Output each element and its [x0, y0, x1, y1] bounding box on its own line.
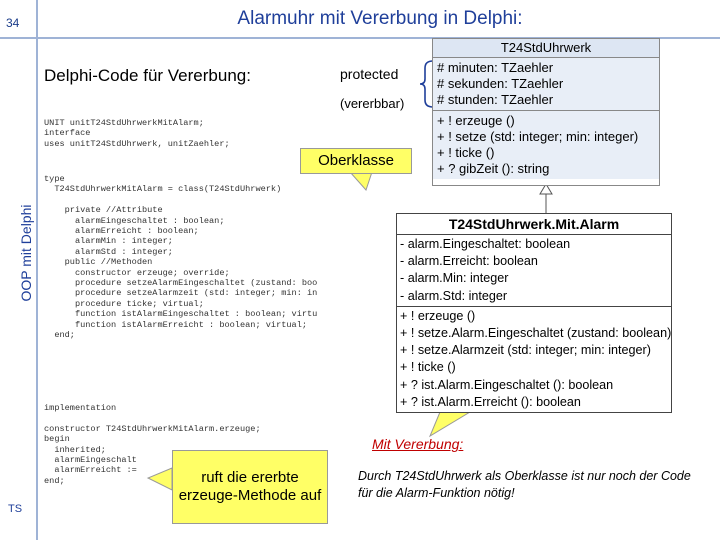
uml-base-attribute: # sekunden: TZaehler [437, 76, 564, 91]
page-number: 34 [6, 16, 20, 30]
uml-child-method: + ! ticke () [400, 360, 456, 375]
uml-base-method: + ! erzeuge () [437, 113, 515, 128]
mit-vererbung-description [358, 468, 698, 502]
desc-part: Durch [358, 469, 395, 483]
uml-child-method: + ! setze.Alarm.Eingeschaltet (zustand: boolean) [400, 326, 672, 341]
uml-class-child [396, 213, 672, 413]
mit-vererbung-heading: Mit Vererbung: [372, 436, 464, 452]
uml-child-attribute: - alarm.Eingeschaltet: boolean [400, 237, 571, 251]
code-block-implementation: implementation constructor T24StdUhrwerkMitAlarm.erzeuge; begin inherited; alarmEingeschalt alarmErreicht := end; [44, 403, 261, 486]
slide-title: Alarmuhr mit Vererbung in Delphi: [237, 8, 523, 29]
uml-child-attribute: - alarm.Erreicht: boolean [400, 254, 538, 269]
desc-oberklasse: Oberklasse [504, 469, 568, 483]
uml-base-attribute: # stunden: TZaehler [437, 92, 554, 107]
uml-base-attribute: # minuten: TZaehler [437, 60, 554, 75]
desc-class-name: T24StdUhrwerk [394, 469, 482, 483]
uml-child-attribute: - alarm.Std: integer [400, 288, 508, 303]
oberklasse-callout: Oberklasse [300, 148, 412, 174]
uml-base-methods [433, 111, 659, 179]
uml-child-attributes [397, 235, 671, 307]
uml-class-base [432, 38, 660, 186]
uml-base-method: + ! ticke () [437, 145, 495, 160]
desc-part: ist nur noch der Code für die Alarm-Funktion nötig! [358, 469, 691, 500]
mit-vererbung-pointer [430, 412, 470, 436]
uml-child-attribute: - alarm.Min: integer [400, 271, 509, 286]
uml-child-method: + ! erzeuge () [400, 308, 476, 323]
protected-label: protected [340, 66, 399, 82]
uml-child-name: T24StdUhrwerk.Mit.Alarm [397, 214, 671, 235]
uml-child-method: + ? ist.Alarm.Eingeschaltet (): boolean [400, 377, 614, 392]
uml-base-method: + ! setze (std: integer; min: integer) [437, 129, 639, 144]
erzeuge-callout-pointer [148, 468, 172, 490]
side-label: OOP mit Delphi [18, 204, 34, 302]
uml-base-method: + ? gibZeit (): string [437, 161, 550, 176]
code-subtitle: Delphi-Code für Vererbung: [44, 66, 251, 85]
oberklasse-callout-pointer [350, 172, 372, 190]
vererbbar-label: (vererbbar) [340, 96, 405, 111]
uml-base-name: T24StdUhrwerk [433, 39, 659, 58]
erzeuge-callout: ruft die ererbte erzeuge-Methode auf [172, 450, 328, 524]
uml-child-method: + ? ist.Alarm.Erreicht (): boolean [400, 394, 581, 409]
desc-part: als [481, 469, 505, 483]
footer-label: TS [8, 503, 23, 515]
uml-base-attributes [433, 58, 659, 111]
uml-child-method: + ! setze.Alarmzeit (std: integer; min: integer) [400, 343, 651, 358]
code-block-class-declaration: type T24StdUhrwerkMitAlarm = class(T24StdUhrwerk) private //Attribute alarmEingeschaltet : boolean; alarmErreicht : boolean; alarmMin : integer; alarmStd : integer; public //Methoden constructor erzeuge; override; procedure setzeAlarmEingeschaltet (zustand: boo procedure setzeAlarmzeit (std: integer; min: in procedure ticke; virtual; function istAlarmEingeschaltet : boolean; virtu function istAlarmErreicht : boolean; virtual; end; [44, 174, 318, 341]
code-block-unit: UNIT unitT24StdUhrwerkMitAlarm; interface uses unitT24StdUhrwerk, unitZaehler; [44, 118, 230, 149]
uml-child-methods [397, 307, 671, 412]
